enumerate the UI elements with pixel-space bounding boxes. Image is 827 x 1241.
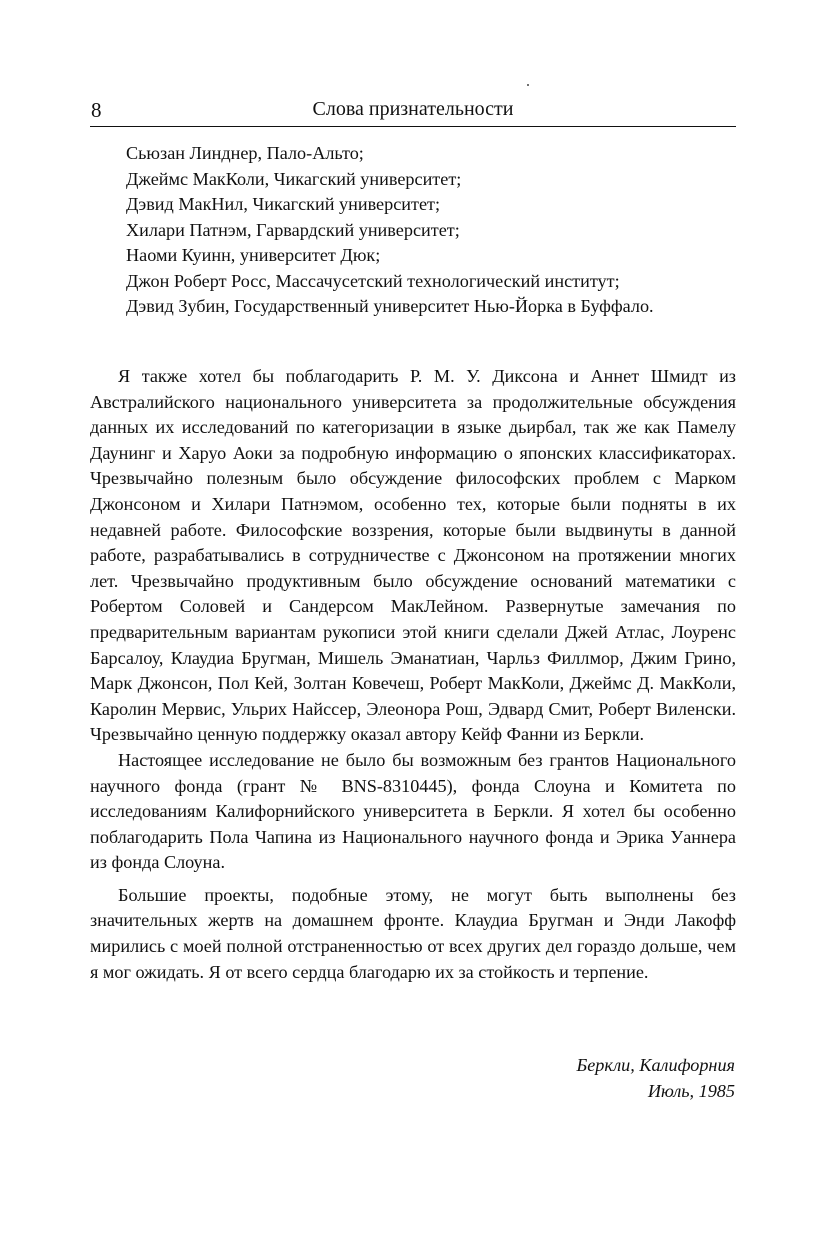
list-item: Сьюзан Линднер, Пало-Альто; <box>126 143 364 163</box>
list-item: Джеймс МакКоли, Чикагский университет; <box>126 168 462 189</box>
paragraph: Я также хотел бы поблагодарить Р. М. У. Диксона и Аннет Шмидт из Австралийского национального университета за продолжительные обсуждения данных их исследований по категоризации в языке дьирбал, так же как Памелу Даунинг и Харуо Аоки за подробную информацию о японских классификаторах. Чрезвычайно полезным было обсуждение философских проблем с Марком Джонсоном и Хилари Патнэмом, особенно тех, которые были подняты в их недавней работе. Философские воззрения, которые были выдвинуты в данной работе, разрабатывались в сотрудничестве с Джонсоном на протяжении многих лет. Чрезвычайно продуктивным было обсуждение оснований математики с Робертом Соловей и Сандерсом МакЛейном. Развернутые замечания по предварительным вариантам рукописи этой книги сделали Джей Атлас, Лоуренс Барсалоу, Клаудиа Бругман, Мишель Эманатиан, Чарльз Филлмор, Джим Грино, Марк Джонсон, Пол Кей, Золтан Ковечеш, Роберт МакКоли, Джеймс Д. МакКоли, Каролин Мервис, Ульрих Найссер, Элеонора Рош, Эдвард Смит, Роберт Виленски. Чрезвычайно ценную поддержку оказал автору Кейф Фанни из Беркли. <box>90 366 736 745</box>
list-item: Дэвид Зубин, Государственный университет Нью-Йорка в Буффало. <box>126 296 654 316</box>
acknowledgment-list <box>126 141 734 320</box>
list-item: Хилари Патнэм, Гарвардский университет; <box>126 219 460 240</box>
list-item: Наоми Куинн, университет Дюк; <box>126 245 381 265</box>
paragraph: Большие проекты, подобные этому, не могут быть выполнены без значительных жертв на домашнем фронте. Клаудиа Бругман и Энди Лакофф мирились с моей полной отстраненностью от всех других дел гораздо дольше, чем я мог ожидать. Я от всего сердца благодарю их за стойкость и терпение. <box>90 884 736 982</box>
body-text <box>90 364 736 992</box>
print-speck <box>527 84 529 86</box>
signature-block <box>576 1052 735 1104</box>
signature-date: Июль, 1985 <box>647 1081 735 1101</box>
list-item: Джон Роберт Росс, Массачусетский технологический институт; <box>126 270 620 291</box>
signature-place: Беркли, Калифорния <box>576 1055 735 1075</box>
paragraph: Настоящее исследование не было бы возможным без грантов Национального научного фонда (грант № BNS-8310445), фонда Слоуна и Комитета по исследованиям Калифорнийского университета в Беркли. Я хотел бы особенно поблагодарить Пола Чапина из Национального научного фонда и Эрика Уаннера из фонда Слоуна. <box>90 749 736 873</box>
page-number: 8 <box>91 98 102 122</box>
list-item: Дэвид МакНил, Чикагский университет; <box>126 194 441 214</box>
running-head-title: Слова признательности <box>312 98 514 120</box>
page-header <box>90 96 736 127</box>
